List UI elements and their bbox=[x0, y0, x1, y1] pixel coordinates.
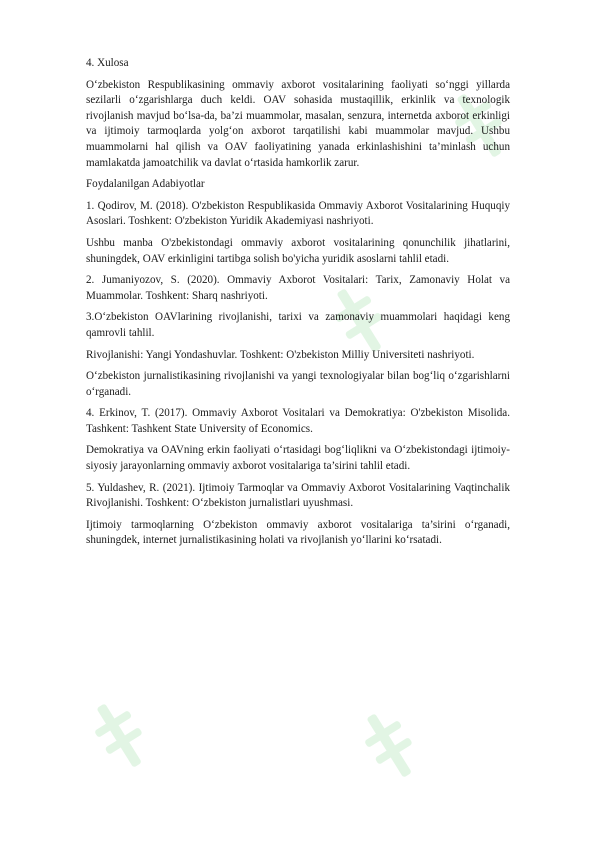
conclusion-paragraph: O‘zbekiston Respublikasining ommaviy axborot vositalarining faoliyati so‘nggi yillarda sezilarli o‘zgarishlarga duch keldi. OAV sohasida mustaqillik, erkinlik va texnologik rivojlanish mavjud bo‘lsa-da, ba’zi muammolar, masalan, senzura, internetda axborot erkinligi va ijtimoiy tarmoqlarda yolg‘on axborot tarqatilishi kabi muammolar mavjud. Ushbu muammolarni hal qilish va OAV faoliyatining yanada erkinlashishini ta’minlash uchun mamlakatda jamoatchilik va davlat o‘rtasida hamkorlik zarur. bbox=[86, 78, 510, 169]
section-heading: 4. Xulosa bbox=[86, 57, 129, 69]
reference-entry: 4. Erkinov, T. (2017). Ommaviy Axborot Vositalari va Demokratiya: O'zbekiston Misolida. Tashkent: Tashkent State University of Economics. bbox=[86, 407, 510, 435]
reference-entry: Ijtimoiy tarmoqlarning O‘zbekiston ommaviy axborot vositalariga ta’sirini o‘rganadi, shuningdek, internet jurnalistikasining holati va rivojlanish yo‘llarini ko‘rsatadi. bbox=[86, 518, 510, 547]
watermark-logo bbox=[84, 695, 155, 776]
references-heading: Foydalanilgan Adabiyotlar bbox=[86, 178, 205, 191]
reference-entry: Ushbu manba O'zbekistondagi ommaviy axborot vositalarining qonunchilik jihatlarini, shuningdek, OAV erkinligini tartibga solish bo'yicha yuridik asoslarni tahlil etadi. bbox=[86, 236, 510, 265]
reference-entry: Rivojlanishi: Yangi Yondashuvlar. Toshkent: O'zbekiston Milliy Universiteti nashriyoti. bbox=[86, 348, 475, 361]
reference-entry: Demokratiya va OAVning erkin faoliyati o‘rtasidagi bog‘liqlikni va O‘zbekistondagi ijtimoiy-siyosiy jarayonlarning ommaviy axborot vositalariga ta’sirini tahlil etadi. bbox=[86, 444, 510, 473]
reference-entry: 2. Jumaniyozov, S. (2020). Ommaviy Axborot Vositalari: Tarix, Zamonaviy Holat va Muammolar. Toshkent: Sharq nashriyoti. bbox=[86, 274, 510, 302]
reference-entry: O‘zbekiston jurnalistikasining rivojlanishi va yangi texnologiyalar bilan bog‘liq o‘zgarishlarni o‘rganadi. bbox=[86, 370, 510, 398]
reference-entry: 5. Yuldashev, R. (2021). Ijtimoiy Tarmoqlar va Ommaviy Axborot Vositalarining Vaqtinchalik Rivojlanishi. Toshkent: O‘zbekiston jurnalistlari uyushmasi. bbox=[86, 481, 510, 510]
watermark-logo bbox=[354, 705, 425, 786]
reference-entry: 3.O‘zbekiston OAVlarining rivojlanishi, tarixi va zamonaviy muammolari haqidagi keng qamrovli tahlil. bbox=[86, 311, 510, 339]
reference-entry: 1. Qodirov, M. (2018). O'zbekiston Respublikasida Ommaviy Axborot Vositalarining Huquqiy Asoslari. Toshkent: O'zbekiston Yuridik Akademiyasi nashriyoti. bbox=[86, 199, 510, 228]
document-page bbox=[86, 56, 510, 555]
